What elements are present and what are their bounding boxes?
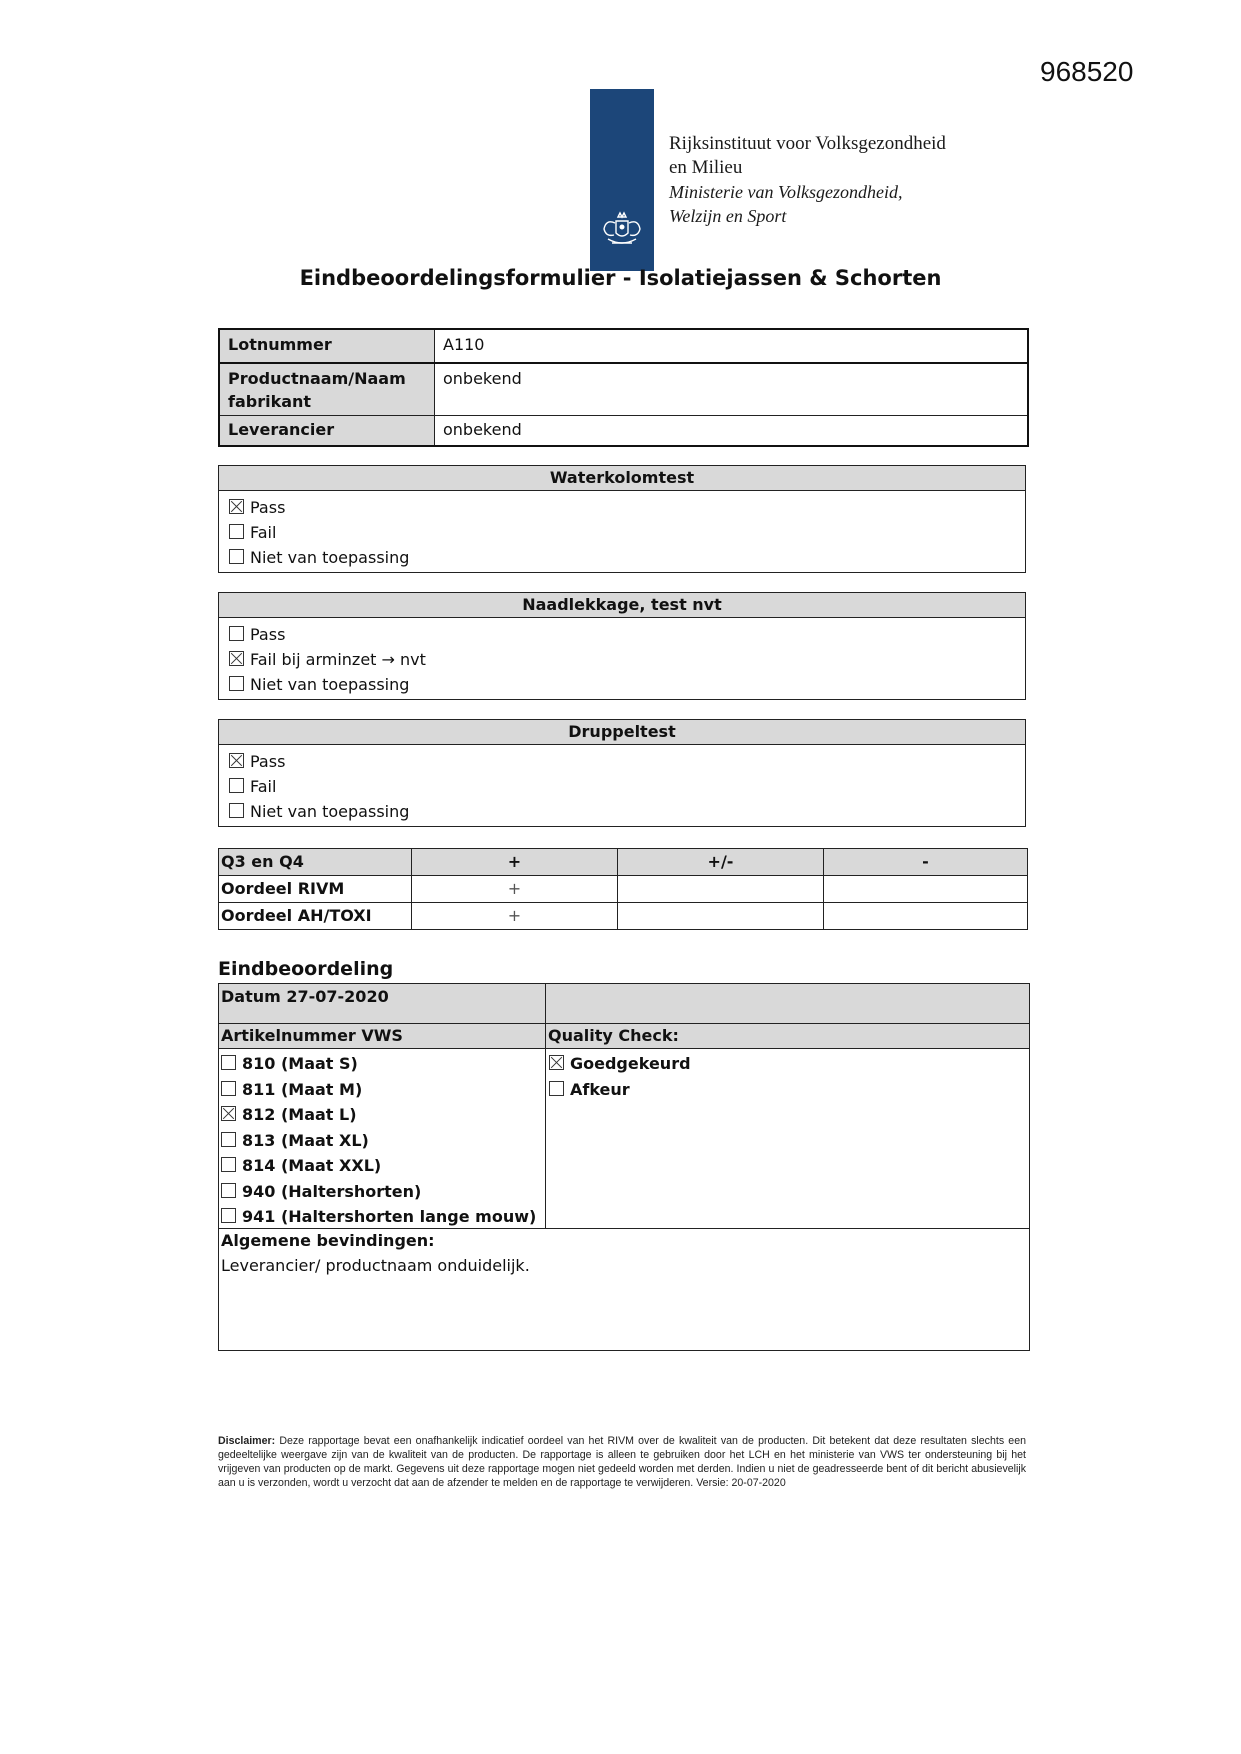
org-line-4: Welzijn en Sport — [669, 206, 787, 226]
document-number: 968520 — [1040, 56, 1134, 87]
option-fail[interactable] — [229, 647, 1015, 672]
checkbox-icon[interactable] — [549, 1081, 564, 1096]
quality-table — [218, 848, 1028, 930]
col-plusminus: +/- — [618, 849, 824, 876]
artikel-header: Artikelnummer VWS — [221, 1026, 403, 1045]
checkbox-icon[interactable] — [229, 524, 244, 539]
option-label: Niet van toepassing — [250, 548, 410, 567]
disclaimer-label: Disclaimer: — [218, 1435, 276, 1447]
checkbox-icon[interactable] — [229, 549, 244, 564]
qc-header: Quality Check: — [548, 1026, 679, 1045]
checkbox-icon[interactable] — [221, 1132, 236, 1147]
disclaimer-text: Deze rapportage bevat een onafhankelijk indicatief oordeel van het RIVM over de kwaliteit van de producten. Dit betekent dat deze resultaten slechts een gedeeltelijke weergave zijn van de kwaliteit van de producten. De rapportage is alleen te gebruiken door het LCH en het ministerie van VWS ter ondersteuning bij het vrijgeven van producten op de markt. Gegevens uit deze rapportage mogen niet gedeeld worden met derden. Indien u niet de geadresseerde bent of dit bericht abusievelijk aan u is verzonden, wordt u verzocht dat aan de afzender te melden en de rapportage te verwijderen. Versie: 20-07-2020 — [218, 1435, 1026, 1489]
option-pass[interactable] — [229, 622, 1015, 647]
article-label: 941 (Haltershorten lange mouw) — [242, 1207, 537, 1226]
checkbox-icon[interactable] — [229, 778, 244, 793]
option-fail[interactable] — [229, 774, 1015, 799]
section-header: Druppeltest — [219, 720, 1025, 745]
option-nvt[interactable] — [229, 799, 1015, 824]
article-label: 814 (Maat XXL) — [242, 1156, 382, 1175]
article-812[interactable] — [221, 1102, 536, 1128]
bevindingen-label: Algemene bevindingen: — [221, 1231, 435, 1250]
checkbox-icon[interactable] — [221, 1208, 236, 1223]
article-label: 940 (Haltershorten) — [242, 1181, 422, 1201]
checkbox-icon[interactable] — [229, 753, 244, 768]
article-814[interactable] — [221, 1153, 536, 1179]
article-label: 811 (Maat M) — [242, 1079, 363, 1099]
product-label: Productnaam/Naam fabrikant — [219, 363, 435, 416]
col-plus: + — [412, 849, 618, 876]
article-label: 813 (Maat XL) — [242, 1130, 369, 1150]
option-fail[interactable] — [229, 520, 1015, 545]
checkbox-icon[interactable] — [229, 651, 244, 666]
rivm-minus-cell — [824, 876, 1028, 903]
option-nvt[interactable] — [229, 672, 1015, 697]
option-label: Fail bij arminzet — [250, 650, 377, 669]
option-label: Pass — [250, 752, 286, 771]
ah-toxi-plusminus-cell — [618, 903, 824, 930]
row-label-rivm: Oordeel RIVM — [219, 876, 412, 903]
checkbox-icon[interactable] — [221, 1157, 236, 1172]
qc-list — [549, 1051, 691, 1102]
checkbox-icon[interactable] — [221, 1183, 236, 1198]
article-813[interactable] — [221, 1128, 536, 1154]
col-minus: - — [824, 849, 1028, 876]
rijksoverheid-logo — [590, 89, 654, 271]
option-suffix: nvt — [400, 650, 426, 669]
article-810[interactable] — [221, 1051, 536, 1077]
form-title: Eindbeoordelingsformulier - Isolatiejassen & Schorten — [299, 266, 942, 290]
article-label: 812 (Maat L) — [242, 1105, 357, 1124]
quality-header-label: Q3 en Q4 — [219, 849, 412, 876]
option-label: Pass — [250, 625, 286, 644]
coat-of-arms-icon — [594, 207, 650, 251]
product-value: onbekend — [435, 363, 1029, 416]
article-941[interactable] — [221, 1204, 536, 1230]
checkbox-icon[interactable] — [229, 499, 244, 514]
disclaimer — [218, 1434, 1026, 1490]
article-811[interactable] — [221, 1077, 536, 1103]
checkbox-icon[interactable] — [549, 1055, 564, 1070]
qc-label: Goedgekeurd — [570, 1054, 691, 1073]
option-label: Fail — [250, 523, 277, 542]
section-header: Naadlekkage, test nvt — [219, 593, 1025, 618]
org-line-1: Rijksinstituut voor Volksgezondheid — [669, 133, 946, 154]
ah-toxi-minus-cell — [824, 903, 1028, 930]
arrow-right-icon: → — [381, 650, 395, 669]
ah-toxi-plus-mark: + — [412, 903, 618, 930]
option-label: Fail — [250, 777, 277, 796]
datum-label: Datum 27-07-2020 — [221, 987, 389, 1006]
row-label-ah-toxi: Oordeel AH/TOXI — [219, 903, 412, 930]
checkbox-icon[interactable] — [221, 1106, 236, 1121]
druppeltest-section — [218, 719, 1026, 827]
checkbox-icon[interactable] — [221, 1081, 236, 1096]
product-info-table — [218, 328, 1029, 447]
rivm-plus-mark: + — [412, 876, 618, 903]
option-label: Pass — [250, 498, 286, 517]
option-pass[interactable] — [229, 749, 1015, 774]
lot-value: A110 — [435, 329, 1029, 363]
section-header: Waterkolomtest — [219, 466, 1025, 491]
eindbeoordeling-box — [218, 983, 1030, 1351]
org-line-2: en Milieu — [669, 157, 743, 178]
option-label: Niet van toepassing — [250, 675, 410, 694]
rivm-plusminus-cell — [618, 876, 824, 903]
qc-afkeur[interactable] — [549, 1077, 691, 1103]
eindbeoordeling-title: Eindbeoordeling — [218, 958, 394, 980]
option-label: Niet van toepassing — [250, 802, 410, 821]
qc-goedgekeurd[interactable] — [549, 1051, 691, 1077]
supplier-value: onbekend — [435, 416, 1029, 447]
supplier-label: Leverancier — [219, 416, 435, 447]
article-list — [221, 1051, 536, 1230]
naadlekkage-section — [218, 592, 1026, 700]
checkbox-icon[interactable] — [229, 803, 244, 818]
qc-label: Afkeur — [570, 1079, 630, 1099]
organization-name — [669, 132, 946, 228]
bevindingen-text: Leverancier/ productnaam onduidelijk. — [221, 1256, 530, 1275]
org-line-3: Ministerie van Volksgezondheid, — [669, 182, 903, 202]
checkbox-icon[interactable] — [229, 676, 244, 691]
article-label: 810 (Maat S) — [242, 1054, 358, 1073]
option-nvt[interactable] — [229, 545, 1015, 570]
article-940[interactable] — [221, 1179, 536, 1205]
checkbox-icon[interactable] — [221, 1055, 236, 1070]
checkbox-icon[interactable] — [229, 626, 244, 641]
waterkolomtest-section — [218, 465, 1026, 573]
lot-label: Lotnummer — [219, 329, 435, 363]
option-pass[interactable] — [229, 495, 1015, 520]
